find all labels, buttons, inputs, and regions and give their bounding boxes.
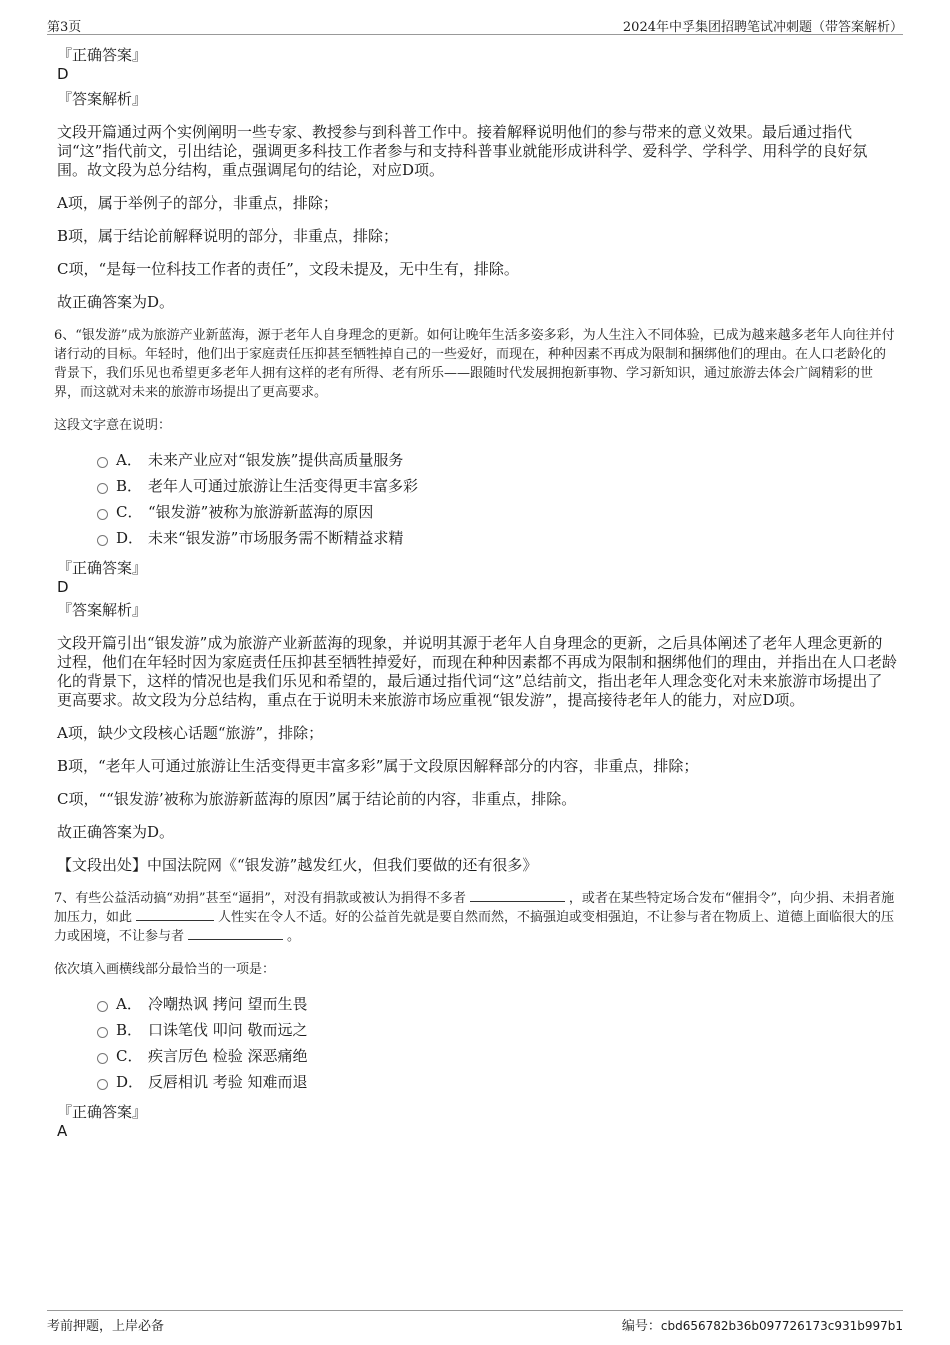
q6-analysis-a: A项，缺少文段核心话题“旅游”，排除； xyxy=(57,724,324,742)
q6-option-b[interactable]: B． 老年人可通过旅游让生活变得更丰富多彩 xyxy=(97,473,897,499)
q6-analysis-conclusion: 故正确答案为D。 xyxy=(57,823,175,841)
radio-icon[interactable] xyxy=(97,483,108,494)
analysis-label: 『答案解析』 xyxy=(57,90,148,108)
q7-option-d[interactable]: D． 反唇相讥 考验 知难而退 xyxy=(97,1069,897,1095)
q6-source: 【文段出处】中国法院网《“银发游”越发红火，但我们要做的还有很多》 xyxy=(57,856,538,874)
q6-options xyxy=(97,447,897,551)
page-header xyxy=(47,14,903,35)
radio-icon[interactable] xyxy=(97,1001,108,1012)
q7-stem: 7、有些公益活动搞“劝捐”甚至“逼捐”，对没有捐款或被认为捐得不多者 ，或者在某些特定场合发布“催捐令”，向少捐、未捐者施加压力，如此 人性实在令人不适。好的公益首先就是要自然而然，不搞强迫或变相强迫，不让参与者在物质上、道德上面临很大的压力或困境，不让参与者 。 xyxy=(54,891,895,944)
q7-options xyxy=(97,991,897,1095)
q6-analysis-main: 文段开篇引出“银发游”成为旅游产业新蓝海的现象，并说明其源于老年人自身理念的更新，之后具体阐述了老年人理念更新的过程，他们在年轻时因为家庭责任压抑甚至牺牲掉爱好，而现在种种因素都不再成为限制和捆绑他们的理由，并指出在人口老龄化的背景下，这样的情况也是我们乐见和希望的，最后通过指代词“这”总结前文，指出老年人理念变化对未来旅游市场提出了更高要求。故文段为分总结构，重点在于说明未来旅游市场应重视“银发游”，提高接待老年人的能力，对应D项。 xyxy=(57,634,898,709)
page-footer xyxy=(47,1310,903,1333)
q7-option-c[interactable]: C． 疾言厉色 检验 深恶痛绝 xyxy=(97,1043,897,1069)
q6-answer: D xyxy=(57,578,69,596)
q5-analysis-b: B项，属于结论前解释说明的部分，非重点，排除； xyxy=(57,227,399,245)
radio-icon[interactable] xyxy=(97,535,108,546)
q7-answer: A xyxy=(57,1122,68,1140)
radio-icon[interactable] xyxy=(97,1079,108,1090)
q6-option-d[interactable]: D． 未来“银发游”市场服务需不断精益求精 xyxy=(97,525,897,551)
q6-analysis-b: B项，“老年人可通过旅游让生活变得更丰富多彩”属于文段原因解释部分的内容，非重点，排除； xyxy=(57,757,699,775)
correct-answer-label: 『正确答案』 xyxy=(57,46,148,64)
q5-answer: D xyxy=(57,65,69,83)
q6-analysis-c: C项，““银发游’被称为旅游新蓝海的原因”属于结论前的内容，非重点，排除。 xyxy=(57,790,577,808)
page-content xyxy=(54,46,898,1145)
q5-analysis-c: C项，“是每一位科技工作者的责任”，文段未提及，无中生有，排除。 xyxy=(57,260,519,278)
correct-answer-label: 『正确答案』 xyxy=(57,1103,148,1121)
q5-analysis-conclusion: 故正确答案为D。 xyxy=(57,293,175,311)
q6-option-a[interactable]: A． 未来产业应对“银发族”提供高质量服务 xyxy=(97,447,897,473)
document-title: 2024年中孚集团招聘笔试冲刺题（带答案解析） xyxy=(622,20,903,35)
q6-prompt: 这段文字意在说明： xyxy=(54,418,172,433)
q6-option-c[interactable]: C． “银发游”被称为旅游新蓝海的原因 xyxy=(97,499,897,525)
blank-line xyxy=(136,908,214,921)
document-code: 编号：cbd656782b36b097726173c931b997b1 xyxy=(621,1319,903,1334)
analysis-label: 『答案解析』 xyxy=(57,601,148,619)
q7-prompt: 依次填入画横线部分最恰当的一项是： xyxy=(54,962,276,977)
radio-icon[interactable] xyxy=(97,1027,108,1038)
q7-option-a[interactable]: A． 冷嘲热讽 拷问 望而生畏 xyxy=(97,991,897,1017)
correct-answer-label: 『正确答案』 xyxy=(57,559,148,577)
page-number: 第3页 xyxy=(47,20,82,35)
q5-analysis-a: A项，属于举例子的部分，非重点，排除； xyxy=(57,194,338,212)
q5-analysis-main: 文段开篇通过两个实例阐明一些专家、教授参与到科普工作中。接着解释说明他们的参与带来的意义效果。最后通过指代词“这”指代前文，引出结论，强调更多科技工作者参与和支持科普事业就能形成讲科学、爱科学、学科学、用科学的良好氛围。故文段为总分结构，重点强调尾句的结论，对应D项。 xyxy=(57,123,868,179)
q6-stem: 6、“银发游”成为旅游产业新蓝海，源于老年人自身理念的更新。如何让晚年生活多姿多彩，为人生注入不同体验，已成为越来越多老年人向往并付诸行动的目标。年轻时，他们出于家庭责任压抑甚至牺牲掉自己的一些爱好，而现在，种种因素不再成为限制和捆绑他们的理由。在人口老龄化的背景下，我们乐见也希望更多老年人拥有这样的老有所得、老有所乐——跟随时代发展拥抱新事物、学习新知识，通过旅游去体会广阔精彩的世界，而这就对未来的旅游市场提出了更高要求。 xyxy=(54,328,895,400)
radio-icon[interactable] xyxy=(97,457,108,468)
blank-line xyxy=(470,889,565,902)
blank-line xyxy=(188,927,283,940)
radio-icon[interactable] xyxy=(97,1053,108,1064)
q7-option-b[interactable]: B． 口诛笔伐 叩问 敬而远之 xyxy=(97,1017,897,1043)
footer-slogan: 考前押题，上岸必备 xyxy=(47,1319,165,1334)
radio-icon[interactable] xyxy=(97,509,108,520)
